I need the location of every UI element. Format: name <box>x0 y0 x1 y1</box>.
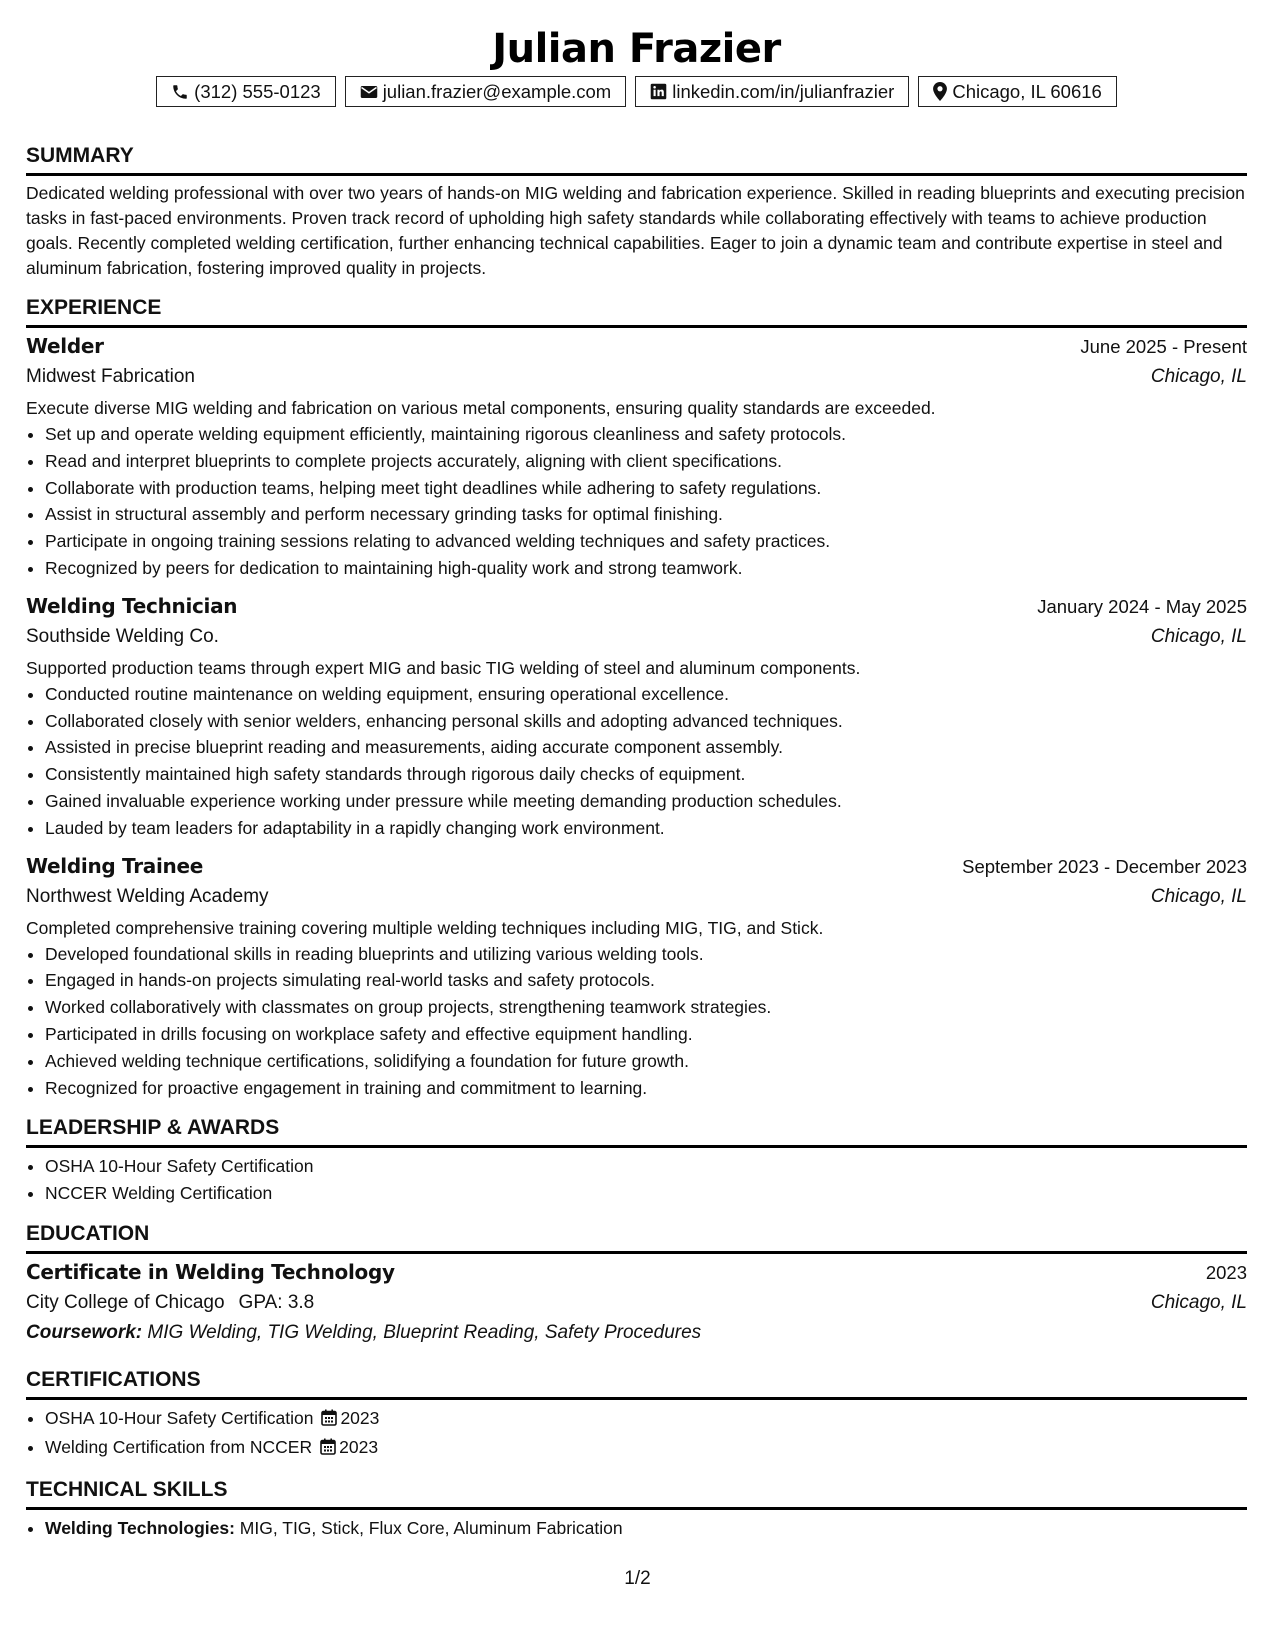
job-description: Completed comprehensive training covering multiple welding techniques including MIG, TIG, and Stick. <box>26 917 824 938</box>
job-title: Welding Technician <box>26 593 238 618</box>
job-bullet: • Recognized for proactive engagement in training and commitment to learning. <box>45 1075 1247 1102</box>
contact-bar <box>26 76 1247 107</box>
job-bullet: • Collaborate with production teams, helping meet tight deadlines while adhering to safety regulations. <box>45 475 1247 502</box>
school-name: City College of Chicago <box>26 1291 225 1313</box>
calendar-icon <box>320 1436 336 1463</box>
job-entry <box>26 331 1247 582</box>
job-entry <box>26 851 1247 1102</box>
job-location: Chicago, IL <box>1150 366 1247 387</box>
skill-item <box>45 1515 1247 1542</box>
job-company: Midwest Fabrication <box>26 366 195 387</box>
job-location: Chicago, IL <box>1150 625 1247 647</box>
coursework-label: Coursework: <box>26 1321 143 1343</box>
job-bullets <box>26 421 1247 582</box>
job-dates: June 2025 - Present <box>1080 336 1247 357</box>
summary-heading: SUMMARY <box>26 143 1247 176</box>
job-bullet: • Participate in ongoing training sessions relating to advanced welding techniques and safety practices. <box>45 528 1247 555</box>
certification-item <box>45 1434 1247 1463</box>
education-year: 2023 <box>1205 1261 1247 1283</box>
coursework-list: MIG Welding, TIG Welding, Blueprint Reading, Safety Procedures <box>147 1321 702 1343</box>
linkedin-icon <box>650 83 667 100</box>
certifications-heading: CERTIFICATIONS <box>26 1367 1247 1400</box>
job-bullet: • Conducted routine maintenance on welding equipment, ensuring operational excellence. <box>45 681 1247 708</box>
job-bullet: • Recognized by peers for dedication to maintaining high-quality work and strong teamwork. <box>45 555 1247 582</box>
certification-name: Welding Certification from NCCER <box>45 1436 313 1457</box>
job-bullet: • Achieved welding technique certifications, solidifying a foundation for future growth. <box>45 1048 1247 1075</box>
job-entry <box>26 591 1247 842</box>
job-description: Supported production teams through expert MIG and basic TIG welding of steel and aluminum components. <box>26 657 861 678</box>
calendar-icon <box>321 1407 337 1434</box>
map-pin-icon <box>933 82 947 101</box>
certification-name: OSHA 10-Hour Safety Certification <box>45 1407 314 1428</box>
job-bullet: • Set up and operate welding equipment efficiently, maintaining rigorous cleanliness and safety protocols. <box>45 421 1247 448</box>
job-dates: September 2023 - December 2023 <box>962 855 1247 877</box>
job-bullets <box>26 681 1247 842</box>
job-bullet: • Developed foundational skills in reading blueprints and utilizing various welding tools. <box>45 941 1247 968</box>
certification-year: 2023 <box>339 1436 379 1457</box>
experience-heading: EXPERIENCE <box>26 295 1247 328</box>
job-company: Northwest Welding Academy <box>26 885 269 907</box>
job-location: Chicago, IL <box>1150 885 1247 907</box>
job-title: Welding Trainee <box>26 853 203 878</box>
leadership-heading: LEADERSHIP & AWARDS <box>26 1115 1247 1148</box>
job-title: Welder <box>26 334 104 358</box>
education-entry <box>26 1257 1247 1348</box>
page-number: 1/2 <box>624 1568 651 1589</box>
certification-item <box>45 1405 1247 1434</box>
leadership-item: • NCCER Welding Certification <box>45 1180 1247 1207</box>
job-bullet: • Collaborated closely with senior welders, enhancing personal skills and adopting advanced techniques. <box>45 708 1247 735</box>
job-bullet: • Assisted in precise blueprint reading and measurements, aiding accurate component assembly. <box>45 734 1247 761</box>
job-bullet: • Read and interpret blueprints to complete projects accurately, aligning with client specifications. <box>45 448 1247 475</box>
contact-phone[interactable] <box>156 76 336 107</box>
contact-email[interactable] <box>345 76 627 107</box>
job-bullet: • Lauded by team leaders for adaptability in a rapidly changing work environment. <box>45 815 1247 842</box>
education-school-line <box>26 1288 314 1318</box>
linkedin-text: linkedin.com/in/julianfrazier <box>672 80 895 102</box>
gpa: GPA: 3.8 <box>238 1291 315 1313</box>
job-bullet: • Worked collaboratively with classmates on group projects, strengthening teamwork strategies. <box>45 994 1247 1021</box>
skills-list <box>26 1515 1247 1542</box>
job-bullet: • Participated in drills focusing on workplace safety and effective equipment handling. <box>45 1021 1247 1048</box>
envelope-icon <box>360 84 378 100</box>
phone-text: (312) 555-0123 <box>194 80 321 102</box>
leadership-item: • OSHA 10-Hour Safety Certification <box>45 1153 1247 1180</box>
coursework <box>26 1318 1247 1348</box>
job-bullet: • Consistently maintained high safety standards through rigorous daily checks of equipment. <box>45 761 1247 788</box>
job-bullet: • Gained invaluable experience working under pressure while meeting demanding production schedules. <box>45 788 1247 815</box>
job-bullet: • Assist in structural assembly and perform necessary grinding tasks for optimal finishing. <box>45 501 1247 528</box>
education-location: Chicago, IL <box>1150 1291 1247 1313</box>
email-text: julian.frazier@example.com <box>382 80 612 102</box>
job-bullet: • Engaged in hands-on projects simulating real-world tasks and safety protocols. <box>45 967 1247 994</box>
summary-text: Dedicated welding professional with over two years of hands-on MIG welding and fabrication experience. Skilled in reading blueprints and executing precision tasks in fast-paced environments. Proven track record of upholding high safety standards while collaborating effectively with teams to achieve production goals. Recently completed welding certification, further enhancing technical capabilities. Eager to join a dynamic team and contribute expertise in steel and aluminum fabrication, fostering improved quality in projects. <box>26 183 1245 278</box>
skills-heading: TECHNICAL SKILLS <box>26 1477 1247 1510</box>
candidate-name: Julian Frazier <box>492 26 781 72</box>
skill-value: MIG, TIG, Stick, Flux Core, Aluminum Fabrication <box>239 1517 623 1538</box>
phone-icon <box>171 83 189 101</box>
job-dates: January 2024 - May 2025 <box>1037 595 1247 617</box>
education-heading: EDUCATION <box>26 1221 1247 1254</box>
location-text: Chicago, IL 60616 <box>952 80 1102 102</box>
job-bullets <box>26 941 1247 1102</box>
certifications-list <box>26 1405 1247 1463</box>
certification-year: 2023 <box>340 1407 380 1428</box>
contact-linkedin[interactable] <box>635 76 909 107</box>
resume-page <box>26 0 1247 1541</box>
job-company: Southside Welding Co. <box>26 625 219 647</box>
leadership-list <box>26 1153 1247 1207</box>
contact-location[interactable] <box>918 76 1116 107</box>
job-description: Execute diverse MIG welding and fabrication on various metal components, ensuring quality standards are exceeded. <box>26 398 936 418</box>
skill-label: Welding Technologies: <box>45 1517 235 1538</box>
degree-title: Certificate in Welding Technology <box>26 1259 395 1284</box>
